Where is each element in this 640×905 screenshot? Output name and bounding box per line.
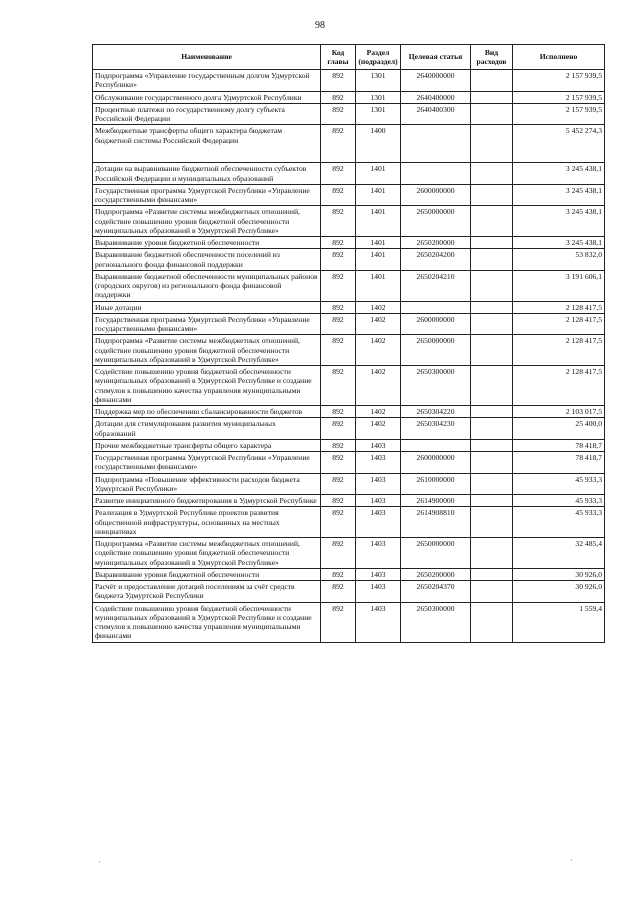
cell-name: Подпрограмма «Повышение эффективности расходов бюджета Удмуртской Республики» [93,473,321,495]
cell-code: 892 [321,495,356,507]
cell-target: 2650300000 [401,602,471,642]
cell-target: 2650000000 [401,538,471,569]
cell-name: Государственная программа Удмуртской Республики «Управление государственными финансами» [93,452,321,474]
table-header-row [93,45,605,70]
table-row [93,538,605,569]
cell-name: Иные дотации [93,301,321,313]
table-row [93,249,605,271]
cell-amount: 1 559,4 [513,602,605,642]
table-row [93,568,605,580]
cell-name: Обслуживание государственного долга Удмуртской Республики [93,91,321,103]
cell-amount: 30 926,0 [513,568,605,580]
cell-target: 2650200000 [401,237,471,249]
cell-name: Подпрограмма «Развитие системы межбюджетных отношений, содействие повышению уровня бюджетной обеспеченности муниципальных образований в Удмуртской Республике» [93,335,321,366]
table-row [93,406,605,418]
cell-kind [471,163,513,185]
cell-code: 892 [321,366,356,406]
cell-name: Выравнивание бюджетной обеспеченности поселений из регионального фонда финансовой поддержки [93,249,321,271]
table-row [93,418,605,440]
cell-amount: 78 418,7 [513,452,605,474]
cell-kind [471,495,513,507]
cell-target: 2650304230 [401,418,471,440]
cell-section: 1401 [356,184,401,206]
cell-code: 892 [321,125,356,163]
cell-code: 892 [321,313,356,335]
cell-kind [471,70,513,92]
cell-target: 2640000000 [401,70,471,92]
cell-amount: 5 452 274,3 [513,125,605,163]
cell-section: 1402 [356,418,401,440]
cell-target: 2600000000 [401,313,471,335]
cell-name: Выравнивание уровня бюджетной обеспеченности [93,237,321,249]
cell-amount: 2 128 417,5 [513,313,605,335]
cell-target: 2650000000 [401,335,471,366]
cell-code: 892 [321,538,356,569]
cell-amount: 2 128 417,5 [513,335,605,366]
cell-kind [471,366,513,406]
cell-section: 1301 [356,103,401,125]
table-row [93,439,605,451]
table-row [93,452,605,474]
cell-target [401,439,471,451]
cell-section: 1401 [356,237,401,249]
cell-code: 892 [321,237,356,249]
cell-kind [471,335,513,366]
cell-code: 892 [321,406,356,418]
cell-name: Развитие инициативного бюджетирования в Удмуртской Республике [93,495,321,507]
cell-amount: 32 485,4 [513,538,605,569]
cell-code: 892 [321,418,356,440]
cell-code: 892 [321,335,356,366]
table-row [93,163,605,185]
cell-section: 1403 [356,507,401,538]
col-header-kind: Вид расходов [471,45,513,70]
cell-kind [471,184,513,206]
table-row [93,335,605,366]
cell-target: 2650304220 [401,406,471,418]
cell-amount: 3 245 438,1 [513,184,605,206]
cell-name: Межбюджетные трансферты общего характера бюджетам бюджетной системы Российской Федерации [93,125,321,163]
cell-kind [471,602,513,642]
cell-target: 2650000000 [401,206,471,237]
cell-target: 2614908810 [401,507,471,538]
cell-kind [471,249,513,271]
cell-section: 1403 [356,439,401,451]
table-row [93,313,605,335]
cell-name: Государственная программа Удмуртской Республики «Управление государственными финансами» [93,313,321,335]
cell-code: 892 [321,602,356,642]
cell-name: Содействие повышению уровня бюджетной обеспеченности муниципальных образований в Удмуртской Республике и создание стимулов к повышению качества управления муниципальными финансами [93,366,321,406]
cell-amount: 3 245 438,1 [513,237,605,249]
cell-amount: 2 157 939,5 [513,70,605,92]
cell-target: 2640400000 [401,91,471,103]
cell-name: Дотации на выравнивание бюджетной обеспеченности субъектов Российской Федерации и муниципальных образований [93,163,321,185]
cell-target: 2650204210 [401,270,471,301]
cell-target: 2600000000 [401,184,471,206]
cell-section: 1301 [356,70,401,92]
cell-name: Подпрограмма «Развитие системы межбюджетных отношений, содействие повышению уровня бюджетной обеспеченности муниципальных образований в Удмуртской Республике» [93,538,321,569]
cell-name: Прочие межбюджетные трансферты общего характера [93,439,321,451]
cell-kind [471,473,513,495]
cell-amount: 2 128 417,5 [513,301,605,313]
cell-kind [471,439,513,451]
cell-code: 892 [321,439,356,451]
col-header-section: Раздел (подраздел) [356,45,401,70]
table-row [93,581,605,603]
cell-kind [471,313,513,335]
cell-kind [471,91,513,103]
table-row [93,473,605,495]
cell-code: 892 [321,301,356,313]
table-row [93,184,605,206]
table-row [93,70,605,92]
cell-name: Подпрограмма «Развитие системы межбюджетных отношений, содействие повышению уровня бюджетной обеспеченности муниципальных образований в Удмуртской Республике» [93,206,321,237]
cell-target [401,163,471,185]
cell-kind [471,103,513,125]
scan-speck-mark: · [570,856,573,865]
cell-name: Процентные платежи по государственному долгу субъекта Российской Федерации [93,103,321,125]
cell-target: 2650204200 [401,249,471,271]
cell-section: 1403 [356,602,401,642]
cell-section: 1403 [356,473,401,495]
cell-name: Содействие повышению уровня бюджетной обеспеченности муниципальных образований в Удмуртской Республике и создание стимулов к повышению качества управления муниципальными финансами [93,602,321,642]
cell-kind [471,237,513,249]
cell-kind [471,568,513,580]
table-row [93,206,605,237]
cell-amount: 78 418,7 [513,439,605,451]
cell-section: 1301 [356,91,401,103]
cell-code: 892 [321,91,356,103]
cell-amount: 3 191 606,1 [513,270,605,301]
cell-target [401,301,471,313]
table-row [93,602,605,642]
cell-kind [471,206,513,237]
cell-section: 1403 [356,452,401,474]
col-header-amount: Исполнено [513,45,605,70]
cell-code: 892 [321,163,356,185]
table-body [93,70,605,643]
cell-amount: 3 245 438,1 [513,163,605,185]
cell-kind [471,301,513,313]
cell-code: 892 [321,70,356,92]
cell-target: 2640400300 [401,103,471,125]
table-row [93,270,605,301]
col-header-target: Целевая статья [401,45,471,70]
cell-amount: 3 245 438,1 [513,206,605,237]
cell-section: 1402 [356,335,401,366]
cell-name: Выравнивание бюджетной обеспеченности муниципальных районов (городских округов) из регионального фонда финансовой поддержки [93,270,321,301]
cell-target: 2650300000 [401,366,471,406]
scan-speck-mark: · [98,858,101,867]
cell-target: 2610000000 [401,473,471,495]
cell-section: 1401 [356,270,401,301]
table-row [93,103,605,125]
cell-code: 892 [321,581,356,603]
cell-amount: 2 157 939,5 [513,91,605,103]
cell-section: 1402 [356,366,401,406]
cell-amount: 45 933,3 [513,507,605,538]
cell-name: Подпрограмма «Управление государственным долгом Удмуртской Республики» [93,70,321,92]
cell-amount: 25 400,0 [513,418,605,440]
cell-amount: 30 926,0 [513,581,605,603]
cell-amount: 53 832,0 [513,249,605,271]
cell-amount: 45 933,3 [513,495,605,507]
cell-kind [471,538,513,569]
table-row [93,366,605,406]
cell-name: Расчёт и предоставление дотаций поселениям за счёт средств бюджета Удмуртской Республики [93,581,321,603]
page-number: 98 [315,20,325,31]
cell-name: Дотации для стимулирования развития муниципальных образований [93,418,321,440]
cell-code: 892 [321,452,356,474]
cell-code: 892 [321,103,356,125]
cell-code: 892 [321,249,356,271]
table-row [93,495,605,507]
cell-kind [471,125,513,163]
cell-code: 892 [321,270,356,301]
col-header-name: Наименование [93,45,321,70]
table-row [93,91,605,103]
cell-code: 892 [321,473,356,495]
cell-target [401,125,471,163]
cell-section: 1402 [356,406,401,418]
cell-target: 2600000000 [401,452,471,474]
cell-kind [471,452,513,474]
cell-code: 892 [321,568,356,580]
cell-section: 1403 [356,495,401,507]
cell-kind [471,406,513,418]
cell-amount: 2 128 417,5 [513,366,605,406]
cell-section: 1403 [356,568,401,580]
table-row [93,301,605,313]
budget-execution-table [92,44,605,643]
cell-section: 1401 [356,163,401,185]
cell-target: 2614900000 [401,495,471,507]
cell-section: 1401 [356,206,401,237]
cell-target: 2650200000 [401,568,471,580]
table-row [93,125,605,163]
cell-section: 1401 [356,249,401,271]
col-header-code: Код главы [321,45,356,70]
cell-amount: 2 157 939,5 [513,103,605,125]
cell-name: Реализация в Удмуртской Республике проектов развития общественной инфраструктуры, основанных на местных инициативах [93,507,321,538]
cell-amount: 2 103 017,5 [513,406,605,418]
cell-section: 1403 [356,581,401,603]
cell-section: 1402 [356,301,401,313]
cell-name: Выравнивание уровня бюджетной обеспеченности [93,568,321,580]
cell-name: Государственная программа Удмуртской Республики «Управление государственными финансами» [93,184,321,206]
cell-code: 892 [321,507,356,538]
cell-target: 2650204370 [401,581,471,603]
cell-amount: 45 933,3 [513,473,605,495]
cell-section: 1403 [356,538,401,569]
table-row [93,237,605,249]
table-row [93,507,605,538]
cell-name: Поддержка мер по обеспечению сбалансированности бюджетов [93,406,321,418]
cell-kind [471,418,513,440]
cell-kind [471,507,513,538]
cell-section: 1402 [356,313,401,335]
cell-section: 1400 [356,125,401,163]
cell-code: 892 [321,184,356,206]
cell-kind [471,581,513,603]
cell-code: 892 [321,206,356,237]
cell-kind [471,270,513,301]
